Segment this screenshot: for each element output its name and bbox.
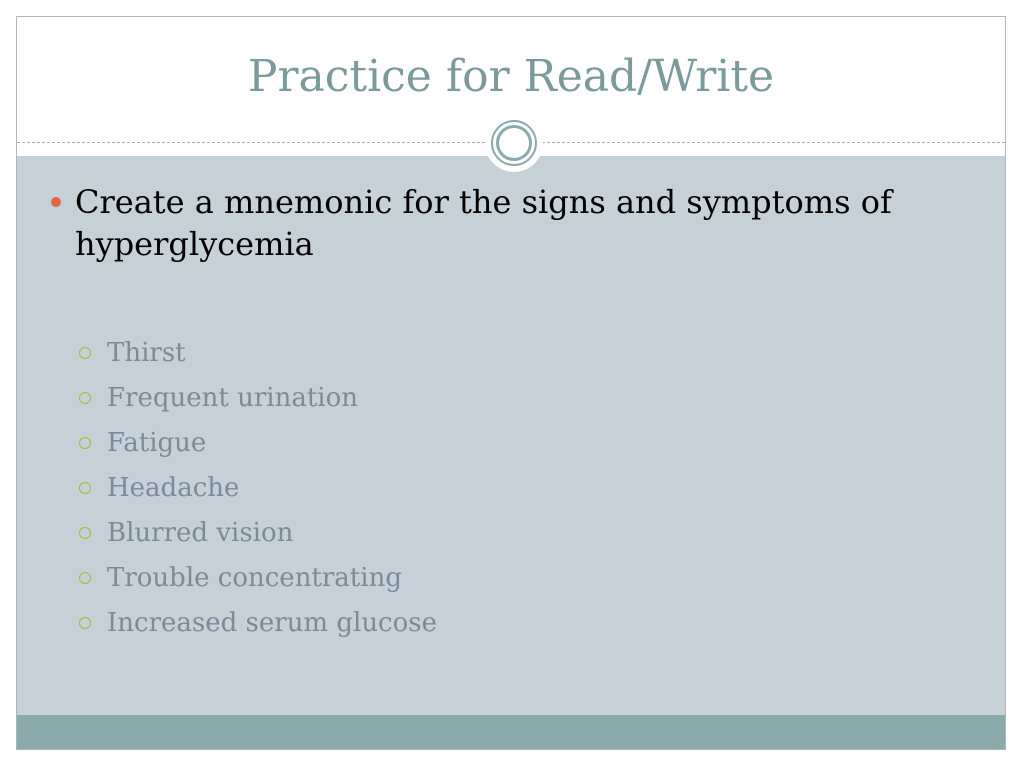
- sub-bullet-text: Headache: [107, 473, 240, 503]
- inner-ring: [496, 125, 532, 161]
- sub-bullet-text: Fatigue: [107, 428, 207, 458]
- sub-bullet-text: Trouble concentrating: [107, 563, 402, 593]
- sub-bullet-item: [75, 335, 437, 380]
- outer-ring: [491, 120, 537, 166]
- hollow-circle-bullet-icon: [79, 482, 91, 494]
- sub-bullet-item: [75, 425, 437, 470]
- sub-bullet-item: [75, 515, 437, 560]
- hollow-circle-bullet-icon: [79, 527, 91, 539]
- slide-title: Practice for Read/Write: [247, 51, 775, 102]
- sub-bullet-text: Thirst: [107, 338, 186, 368]
- sub-bullet-item: [75, 470, 437, 515]
- hollow-circle-bullet-icon: [79, 392, 91, 404]
- sub-bullet-list: [75, 335, 437, 650]
- slide: [16, 16, 1006, 750]
- hollow-circle-bullet-icon: [79, 617, 91, 629]
- sub-bullet-text: Increased serum glucose: [107, 608, 438, 638]
- sub-bullet-item: [75, 380, 437, 425]
- sub-bullet-item: [75, 560, 437, 605]
- hollow-circle-bullet-icon: [79, 437, 91, 449]
- filled-circle-bullet-icon: [51, 197, 61, 207]
- hollow-circle-bullet-icon: [79, 347, 91, 359]
- sub-bullet-item: [75, 605, 437, 650]
- footer-bar: [17, 715, 1005, 749]
- hollow-circle-bullet-icon: [79, 572, 91, 584]
- sub-bullet-text: Frequent urination: [107, 383, 358, 413]
- sub-bullet-text: Blurred vision: [107, 518, 294, 548]
- double-ring-icon: [485, 114, 543, 172]
- main-bullet-text: Create a mnemonic for the signs and symptoms of hyperglycemia: [75, 183, 892, 263]
- main-bullet: [75, 181, 975, 265]
